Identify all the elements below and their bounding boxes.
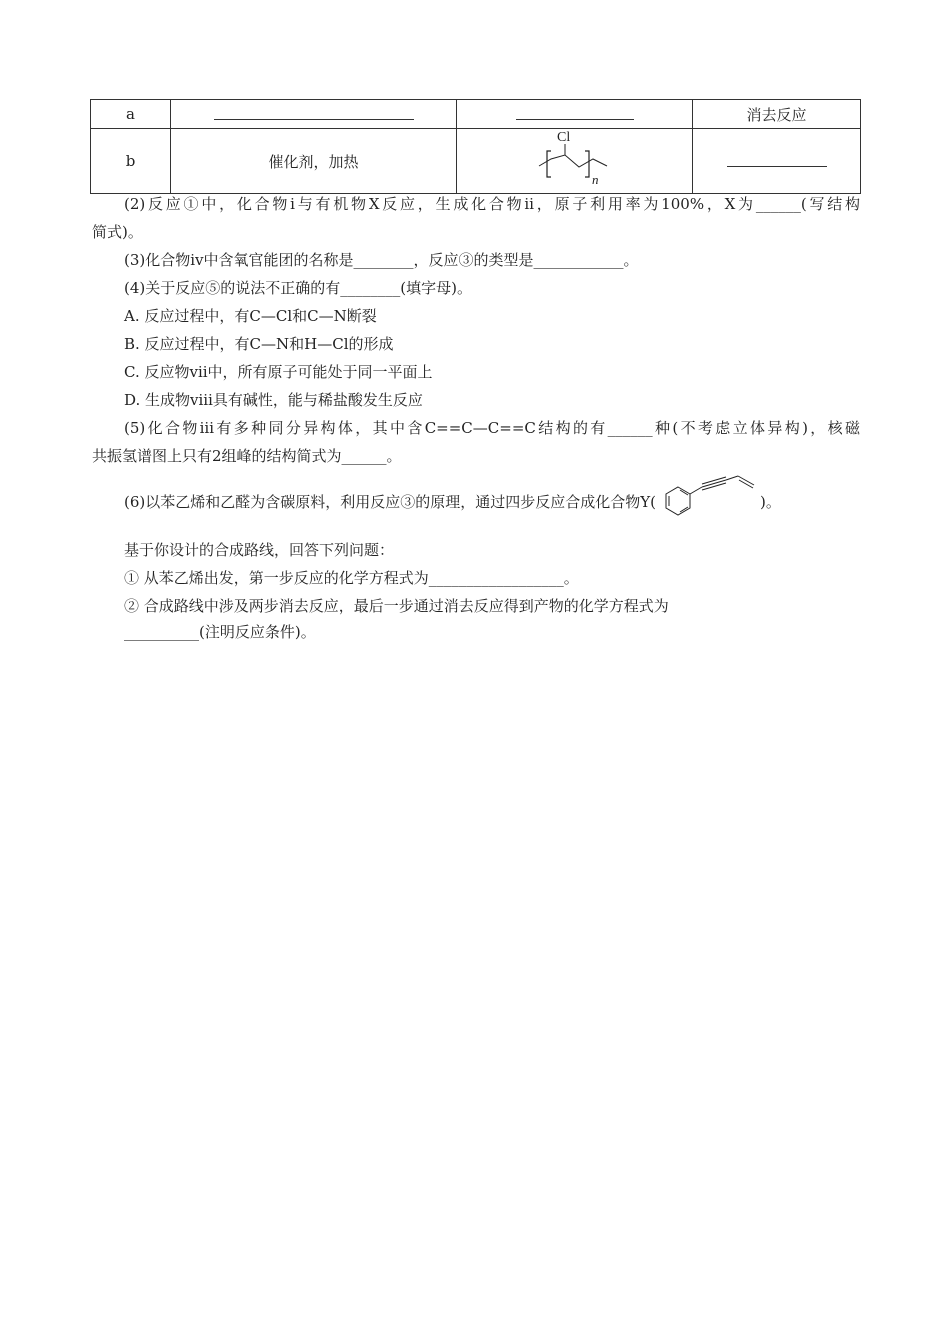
route-item-2-continued: __________(注明反应条件)。 <box>124 623 316 641</box>
route-item-1: ① 从苯乙烯出发，第一步反应的化学方程式为__________________。 <box>124 569 579 587</box>
question-3: (3)化合物ⅳ中含氧官能团的名称是________，反应③的类型是____________。 <box>124 251 639 269</box>
route-intro: 基于你设计的合成路线，回答下列问题： <box>124 541 395 559</box>
polymer-degree: n <box>591 172 598 187</box>
question-4-option-b: B. 反应过程中，有C—N和H—Cl的形成 <box>124 335 394 353</box>
polymer-substituent: Cl <box>556 130 570 145</box>
question-2-line-2: 简式)。 <box>92 223 143 241</box>
question-2-line-1: (2)反应①中，化合物ⅰ与有机物X反应，生成化合物ⅱ，原子利用率为100%，X为______(写结构 <box>124 195 860 213</box>
question-6-text-after: )。 <box>760 493 781 511</box>
polyvinyl-chloride-structure-icon <box>535 129 615 189</box>
question-4: (4)关于反应⑤的说法不正确的有________(填字母)。 <box>124 279 472 297</box>
condition-b: 催化剂，加热 <box>171 129 457 194</box>
question-6 <box>92 488 860 516</box>
question-5-line-2: 共振氢谱图上只有2组峰的结构简式为______。 <box>92 447 402 465</box>
table-row-a <box>91 100 861 129</box>
question-5-line-1: (5)化合物ⅲ有多种同分异构体，其中含C==C—C==C结构的有______种(不考虑立体异构)，核磁 <box>124 419 860 437</box>
blank-type-b <box>693 129 861 194</box>
question-4-option-c: C. 反应物ⅶ中，所有原子可能处于同一平面上 <box>124 363 433 381</box>
polymer-structure <box>457 129 693 194</box>
compound-y-structure-icon <box>656 475 760 527</box>
question-4-option-d: D. 生成物ⅷ具有碱性，能与稀盐酸发生反应 <box>124 391 423 409</box>
row-label-a: a <box>91 100 171 129</box>
reaction-type-a: 消去反应 <box>693 100 861 129</box>
table-row-b <box>91 129 861 194</box>
question-6-text-before: (6)以苯乙烯和乙醛为含碳原料，利用反应③的原理，通过四步反应合成化合物Y( <box>124 493 657 511</box>
reaction-table <box>90 99 861 194</box>
question-4-option-a: A. 反应过程中，有C—Cl和C—N断裂 <box>124 307 377 325</box>
route-item-2: ② 合成路线中涉及两步消去反应，最后一步通过消去反应得到产物的化学方程式为 <box>124 597 669 615</box>
row-label-b: b <box>91 129 171 194</box>
blank-reagent-a <box>171 100 457 129</box>
blank-product-a <box>457 100 693 129</box>
